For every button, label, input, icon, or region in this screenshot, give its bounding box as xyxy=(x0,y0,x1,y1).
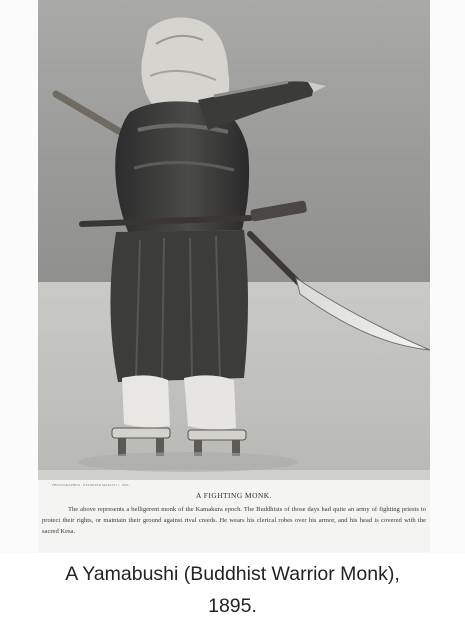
plate-caption: The above represents a belligerent monk of the Kamakura epoch. The Buddhists of those days had quite an army of fighting priests to protect their rights, or maintain their ground against rival creeds. He wears his clerical robes over his armor, and his head is covered with the sacred Kesa. xyxy=(42,506,426,535)
photo-frame xyxy=(38,0,430,553)
caption-line-1: A Yamabushi (Buddhist Warrior Monk), xyxy=(65,563,400,585)
caption-line-2: 1895. xyxy=(208,595,257,617)
plate-credit: PHOTOGRAPHED · REPORTED MARCH 17, 1895. xyxy=(52,483,130,487)
monk-photograph xyxy=(38,0,430,553)
plate-title: A FIGHTING MONK. xyxy=(196,491,272,500)
post-caption xyxy=(0,558,465,622)
